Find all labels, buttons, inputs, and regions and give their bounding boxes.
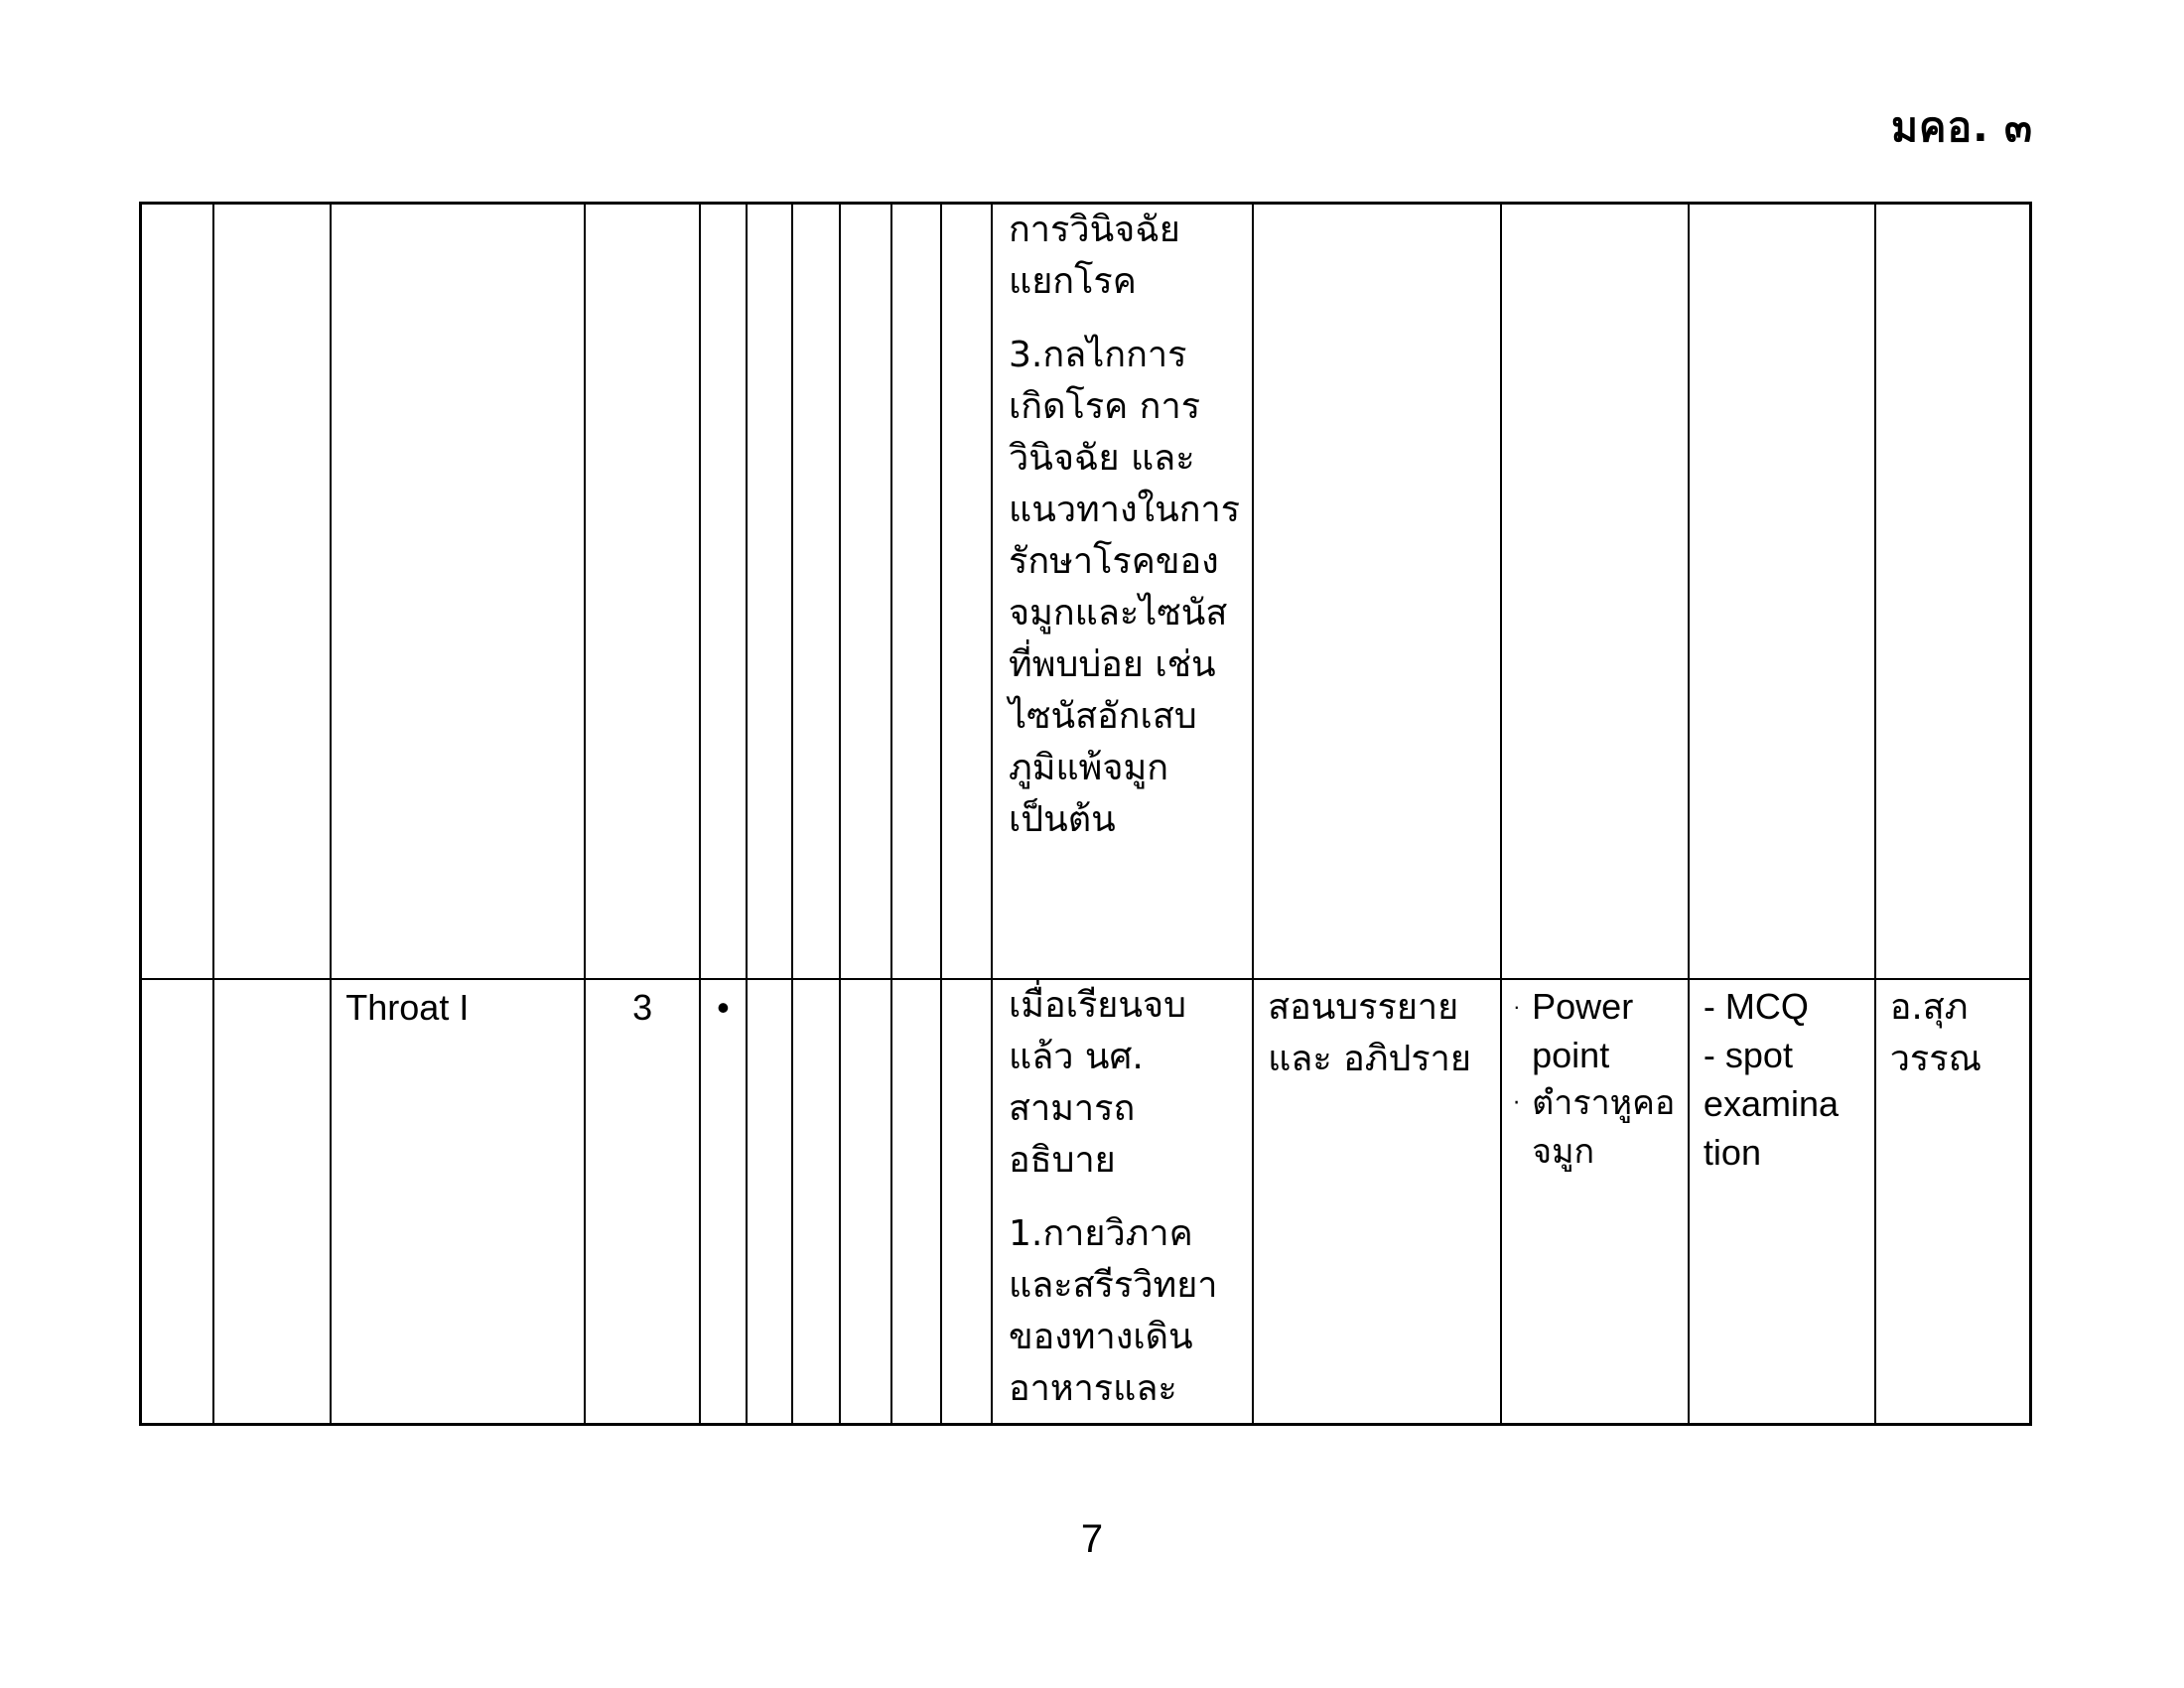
check-cell: [891, 204, 941, 979]
evaluation-item: - MCQ: [1703, 985, 1809, 1027]
document-code: มคอ. ๓: [1891, 103, 2033, 151]
evaluation-cell: [1689, 204, 1875, 979]
objective-text: 1.กายวิภาคและสรีรวิทยาของทางเดินอาหารและ: [1009, 1212, 1218, 1409]
check-cell: [747, 979, 792, 1425]
objectives-cell: [992, 979, 1253, 1425]
hours-cell: [585, 204, 699, 979]
check-cell: [792, 979, 840, 1425]
bullet-cell: [700, 204, 747, 979]
objective-text: 3.กลไกการเกิดโรค การวินิจฉัย และแนวทางในการรักษาโรคของจมูกและไซนัสที่พบบ่อย เช่น ไซนัสอักเสบ ภูมิแพ้จมูก เป็นต้น: [1009, 335, 1241, 840]
week-cell: [141, 979, 213, 1425]
check-cell: [891, 979, 941, 1425]
hours-cell: 3: [585, 979, 699, 1425]
topic-cell: Throat I: [331, 979, 585, 1425]
media-item: · Power point: [1532, 982, 1682, 1079]
week-cell: [141, 204, 213, 979]
instructor-cell: อ.สุภวรรณ: [1875, 979, 2031, 1425]
check-cell: [941, 979, 992, 1425]
date-cell: [213, 979, 331, 1425]
bullet-cell: •: [700, 979, 747, 1425]
evaluation-item: examina: [1703, 1082, 1839, 1124]
evaluation-item: - spot: [1703, 1034, 1793, 1075]
check-cell: [941, 204, 992, 979]
bullet-dot-icon: ·: [1513, 1090, 1521, 1116]
evaluation-item: tion: [1703, 1131, 1761, 1173]
evaluation-cell: [1689, 979, 1875, 1425]
bullet-dot-icon: ·: [1513, 993, 1521, 1019]
course-plan-table: [139, 202, 2032, 1426]
teaching-method-cell: [1253, 204, 1501, 979]
table-row: [141, 204, 2031, 979]
instructor-cell: [1875, 204, 2031, 979]
check-cell: [840, 204, 890, 979]
teaching-method-cell: สอนบรรยาย และ อภิปราย: [1253, 979, 1501, 1425]
objectives-cell: [992, 204, 1253, 979]
objective-text: เมื่อเรียนจบแล้ว นศ. สามารถอธิบาย: [1009, 984, 1186, 1181]
media-item: · ตำราหูคอจมูก: [1532, 1079, 1682, 1177]
check-cell: [840, 979, 890, 1425]
check-cell: [792, 204, 840, 979]
media-cell: [1501, 979, 1689, 1425]
table-row: [141, 979, 2031, 1425]
page-number: 7: [1080, 1517, 1104, 1561]
topic-cell: [331, 204, 585, 979]
check-cell: [747, 204, 792, 979]
media-cell: [1501, 204, 1689, 979]
objective-text: การวินิจฉัย แยกโรค: [1009, 210, 1180, 302]
date-cell: [213, 204, 331, 979]
